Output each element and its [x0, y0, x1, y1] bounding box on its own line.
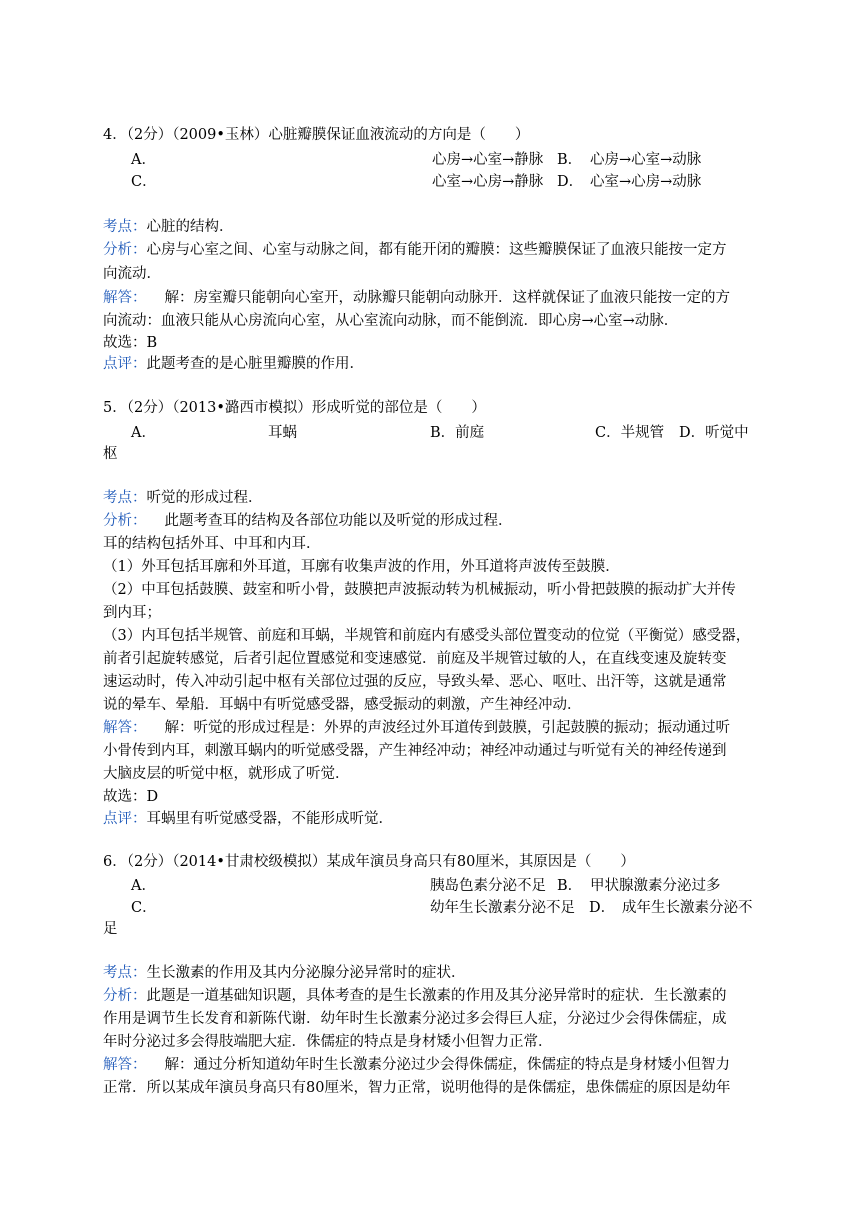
jieda-line: 向流动：血液只能从心房流向心室，从心室流向动脉，而不能倒流．即心房→心室→动脉． — [103, 313, 679, 329]
jieda-line: 解：通过分析知道幼年时生长激素分泌过少会得侏儒症，侏儒症的特点是身材矮小但智力 — [164, 1057, 730, 1073]
q5-fenxi — [103, 511, 513, 531]
q6-option-b-label: B． — [557, 878, 583, 894]
kaodian-text: 生长激素的作用及其内分泌腺分泌异常时的症状． — [146, 965, 466, 981]
q5-kaodian — [103, 488, 263, 508]
fenxi-line: 到内耳； — [103, 605, 161, 621]
fenxi-line: 此题考查耳的结构及各部位功能以及听觉的形成过程． — [164, 513, 513, 529]
dianping-text: 耳蜗里有听觉感受器，不能形成听觉． — [146, 811, 393, 827]
fenxi-line: （1）外耳包括耳廓和外耳道，耳廓有收集声波的作用，外耳道将声波传至鼓膜． — [103, 559, 620, 575]
jieda-answer: 故选：D — [103, 789, 159, 805]
label-fenxi: 分析： — [103, 513, 147, 529]
q4-option-a-label: A． — [131, 152, 156, 168]
q6-option-a-text: 胰岛色素分泌不足 — [430, 878, 546, 894]
q6-option-c-label: C． — [131, 900, 157, 916]
label-kaodian: 考点： — [103, 490, 147, 506]
q5-stem: 5．（2分）（2013•潞西市模拟）形成听觉的部位是（ ） — [103, 400, 486, 416]
fenxi-line: 向流动． — [103, 266, 161, 282]
q4-jieda — [103, 288, 730, 308]
q6-stem: 6．（2分）（2014•甘肃校级模拟）某成年演员身高只有80厘米，其原因是（ ） — [103, 854, 635, 870]
q5-dianping — [103, 809, 393, 829]
q6-fenxi — [103, 986, 727, 1006]
q5-option-a-text: 耳蜗 — [268, 425, 297, 441]
q4-kaodian — [103, 217, 234, 237]
q6-option-a-label: A． — [131, 878, 156, 894]
q6-option-c-text: 幼年生长激素分泌不足 — [430, 900, 575, 916]
label-jieda: 解答： — [103, 1057, 147, 1073]
q4-option-b-text: 心房→心室→动脉 — [590, 152, 702, 168]
jieda-line: 正常．所以某成年演员身高只有80厘米，智力正常，说明他得的是侏儒症，患侏儒症的原因是幼年 — [103, 1080, 731, 1096]
q5-option-d: D．听觉中 — [679, 425, 749, 441]
fenxi-line: （3）内耳包括半规管、前庭和耳蜗，半规管和前庭内有感受头部位置变动的位觉（平衡觉）感受器， — [103, 628, 751, 644]
q4-option-c-label: C． — [131, 174, 157, 190]
fenxi-line: 前者引起旋转感觉，后者引起位置感觉和变速感觉．前庭及半规管过敏的人，在直线变速及旋转变 — [103, 651, 727, 667]
fenxi-line: 耳的结构包括外耳、中耳和内耳． — [103, 536, 321, 552]
q4-option-c-text: 心室→心房→静脉 — [432, 174, 544, 190]
fenxi-line: 此题是一道基础知识题，具体考查的是生长激素的作用及其分泌异常时的症状．生长激素的 — [146, 988, 727, 1004]
q4-fenxi — [103, 240, 727, 260]
label-jieda: 解答： — [103, 720, 147, 736]
q6-jieda — [103, 1055, 730, 1075]
label-dianping: 点评： — [103, 811, 147, 827]
jieda-line: 小骨传到内耳，刺激耳蜗内的听觉感受器，产生神经冲动；神经冲动通过与听觉有关的神经传递到 — [103, 743, 727, 759]
label-fenxi: 分析： — [103, 988, 147, 1004]
q6-kaodian — [103, 963, 466, 983]
label-kaodian: 考点： — [103, 965, 147, 981]
kaodian-text: 听觉的形成过程． — [146, 490, 263, 506]
jieda-line: 大脑皮层的听觉中枢，就形成了听觉． — [103, 766, 350, 782]
q5-option-c: C．半规管 — [595, 425, 665, 441]
q4-stem: 4．（2分）（2009•玉林）心脏瓣膜保证血液流动的方向是（ ） — [103, 127, 530, 143]
jieda-line: 解：听觉的形成过程是：外界的声波经过外耳道传到鼓膜，引起鼓膜的振动；振动通过听 — [164, 720, 730, 736]
fenxi-line: 年时分泌过多会得肢端肥大症．侏儒症的特点是身材矮小但智力正常． — [103, 1034, 553, 1050]
fenxi-line: 说的晕车、晕船．耳蜗中有听觉感受器，感受振动的刺激，产生神经冲动． — [103, 697, 582, 713]
q5-jieda — [103, 718, 730, 738]
q4-option-d-text: 心室→心房→动脉 — [590, 174, 702, 190]
jieda-line: 解：房室瓣只能朝向心室开，动脉瓣只能朝向动脉开．这样就保证了血液只能按一定的方 — [164, 290, 730, 306]
q4-dianping — [103, 354, 364, 374]
q4-option-a-text: 心房→心室→静脉 — [432, 152, 544, 168]
q5-option-b: B．前庭 — [430, 425, 485, 441]
label-dianping: 点评： — [103, 356, 147, 372]
kaodian-text: 心脏的结构． — [146, 219, 234, 235]
label-jieda: 解答： — [103, 290, 147, 306]
q6-option-d-label: D． — [589, 900, 616, 916]
dianping-text: 此题考查的是心脏里瓣膜的作用． — [146, 356, 364, 372]
jieda-answer: 故选：B — [103, 335, 158, 351]
fenxi-line: 作用是调节生长发育和新陈代谢．幼年时生长激素分泌过多会得巨人症，分泌过少会得侏儒症，成 — [103, 1011, 727, 1027]
label-kaodian: 考点： — [103, 219, 147, 235]
q6-option-b-text: 甲状腺激素分泌过多 — [590, 878, 721, 894]
fenxi-line: 心房与心室之间、心室与动脉之间，都有能开闭的瓣膜：这些瓣膜保证了血液只能按一定方 — [146, 242, 727, 258]
q6-option-d-text: 成年生长激素分泌不 — [622, 900, 753, 916]
q6-option-d-wrap: 足 — [103, 921, 118, 937]
fenxi-line: 速运动时，传入冲动引起中枢有关部位过强的反应，导致头晕、恶心、呕吐、出汗等，这就是通常 — [103, 674, 727, 690]
q4-option-b-label: B． — [557, 152, 583, 168]
q5-option-d-wrap: 枢 — [103, 446, 118, 462]
q4-option-d-label: D． — [557, 174, 584, 190]
label-fenxi: 分析： — [103, 242, 147, 258]
fenxi-line: （2）中耳包括鼓膜、鼓室和听小骨，鼓膜把声波振动转为机械振动，听小骨把鼓膜的振动扩大并传 — [103, 582, 736, 598]
q5-option-a-label: A． — [131, 425, 156, 441]
